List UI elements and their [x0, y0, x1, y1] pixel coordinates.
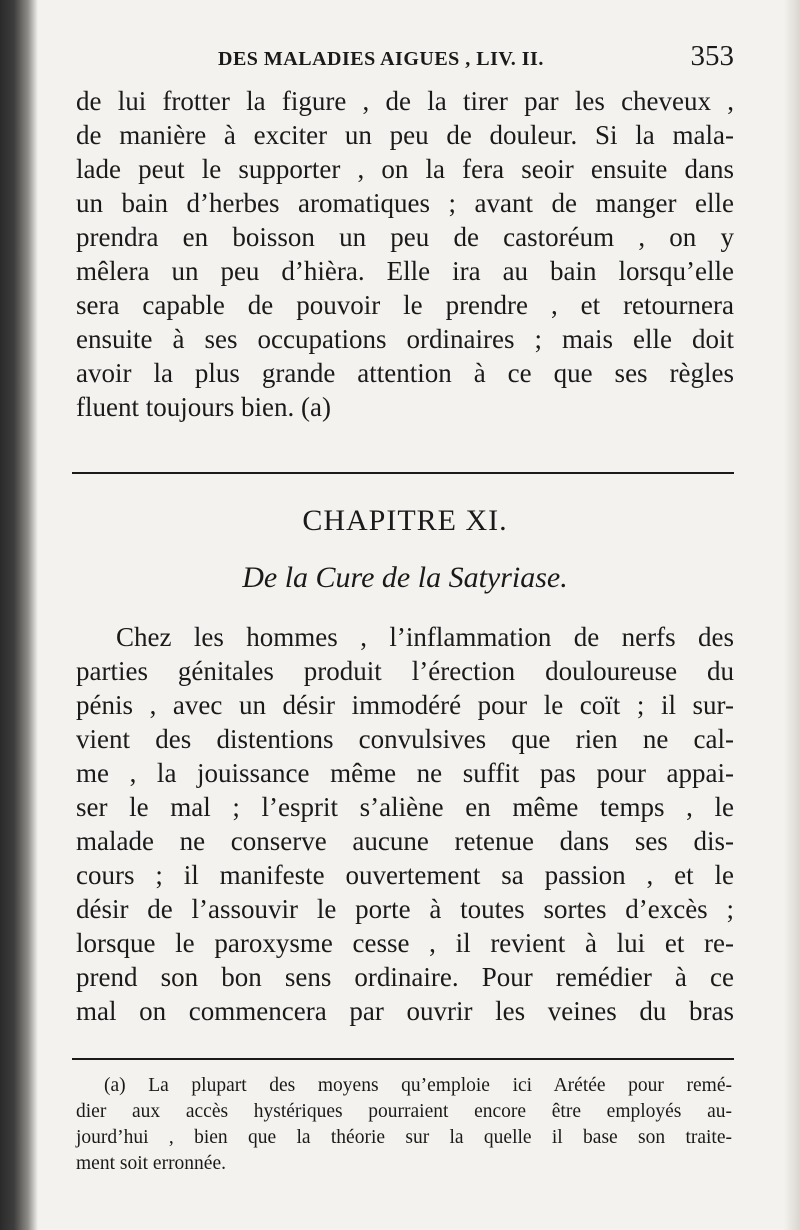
- text-line: un bain d’herbes aromatiques ; avant de manger elle: [76, 188, 734, 218]
- text-line: lorsque le paroxysme cesse , il revient à lui et re-: [76, 928, 734, 958]
- page-header: [78, 38, 738, 78]
- text-line: prendra en boisson un peu de castoréum , on y: [76, 222, 734, 252]
- text-line: ensuite à ses occupations ordinaires ; mais elle doit: [76, 324, 734, 354]
- text-line: me , la jouissance même ne suffit pas pour appai-: [76, 758, 734, 788]
- binding-shadow: [0, 0, 38, 1230]
- footnote-line: jourd’hui , bien que la théorie sur la quelle il base son traite-: [76, 1127, 732, 1148]
- section-rule: [72, 472, 734, 474]
- footnote-line: (a) La plupart des moyens qu’emploie ici Arétée pour remé-: [104, 1075, 732, 1096]
- footnote-line: dier aux accès hystériques pourraient encore être employés au-: [76, 1101, 732, 1122]
- text-line: Chez les hommes , l’inflammation de nerfs des: [116, 622, 734, 652]
- text-line: désir de l’assouvir le porte à toutes sortes d’excès ;: [76, 894, 734, 924]
- section-title: De la Cure de la Satyriase.: [242, 561, 568, 594]
- footnote: [76, 1073, 732, 1177]
- text-line: avoir la plus grande attention à ce que ses règles: [76, 358, 734, 388]
- text-line: mêlera un peu d’hièra. Elle ira au bain lorsqu’elle: [76, 256, 734, 286]
- text-line: prend son bon sens ordinaire. Pour remédier à ce: [76, 962, 734, 992]
- text-line: cours ; il manifeste ouvertement sa passion , et le: [76, 860, 734, 890]
- text-line: de manière à exciter un peu de douleur. Si la mala-: [76, 120, 734, 150]
- text-line: vient des distentions convulsives que rien ne cal-: [76, 724, 734, 754]
- running-title: DES MALADIES AIGUES , LIV. II.: [218, 48, 544, 70]
- text-line: fluent toujours bien. (a): [76, 392, 331, 422]
- text-line: ser le mal ; l’esprit s’aliène en même temps , le: [76, 792, 734, 822]
- footnote-rule: [72, 1058, 734, 1060]
- page-edge: [784, 0, 800, 1230]
- text-line: sera capable de pouvoir le prendre , et retournera: [76, 290, 734, 320]
- footnote-line: ment soit erronnée.: [76, 1153, 226, 1174]
- chapter-title: CHAPITRE XI.: [302, 504, 508, 537]
- text-line: de lui frotter la figure , de la tirer par les cheveux ,: [76, 86, 734, 116]
- paragraph-main: [76, 620, 734, 1028]
- paragraph-top: [76, 84, 734, 424]
- text-line: mal on commencera par ouvrir les veines du bras: [76, 996, 734, 1026]
- page-number: 353: [690, 40, 734, 72]
- text-line: parties génitales produit l’érection douloureuse du: [76, 656, 734, 686]
- text-line: malade ne conserve aucune retenue dans ses dis-: [76, 826, 734, 856]
- text-line: pénis , avec un désir immodéré pour le coït ; il sur-: [76, 690, 734, 720]
- text-line: lade peut le supporter , on la fera seoir ensuite dans: [76, 154, 734, 184]
